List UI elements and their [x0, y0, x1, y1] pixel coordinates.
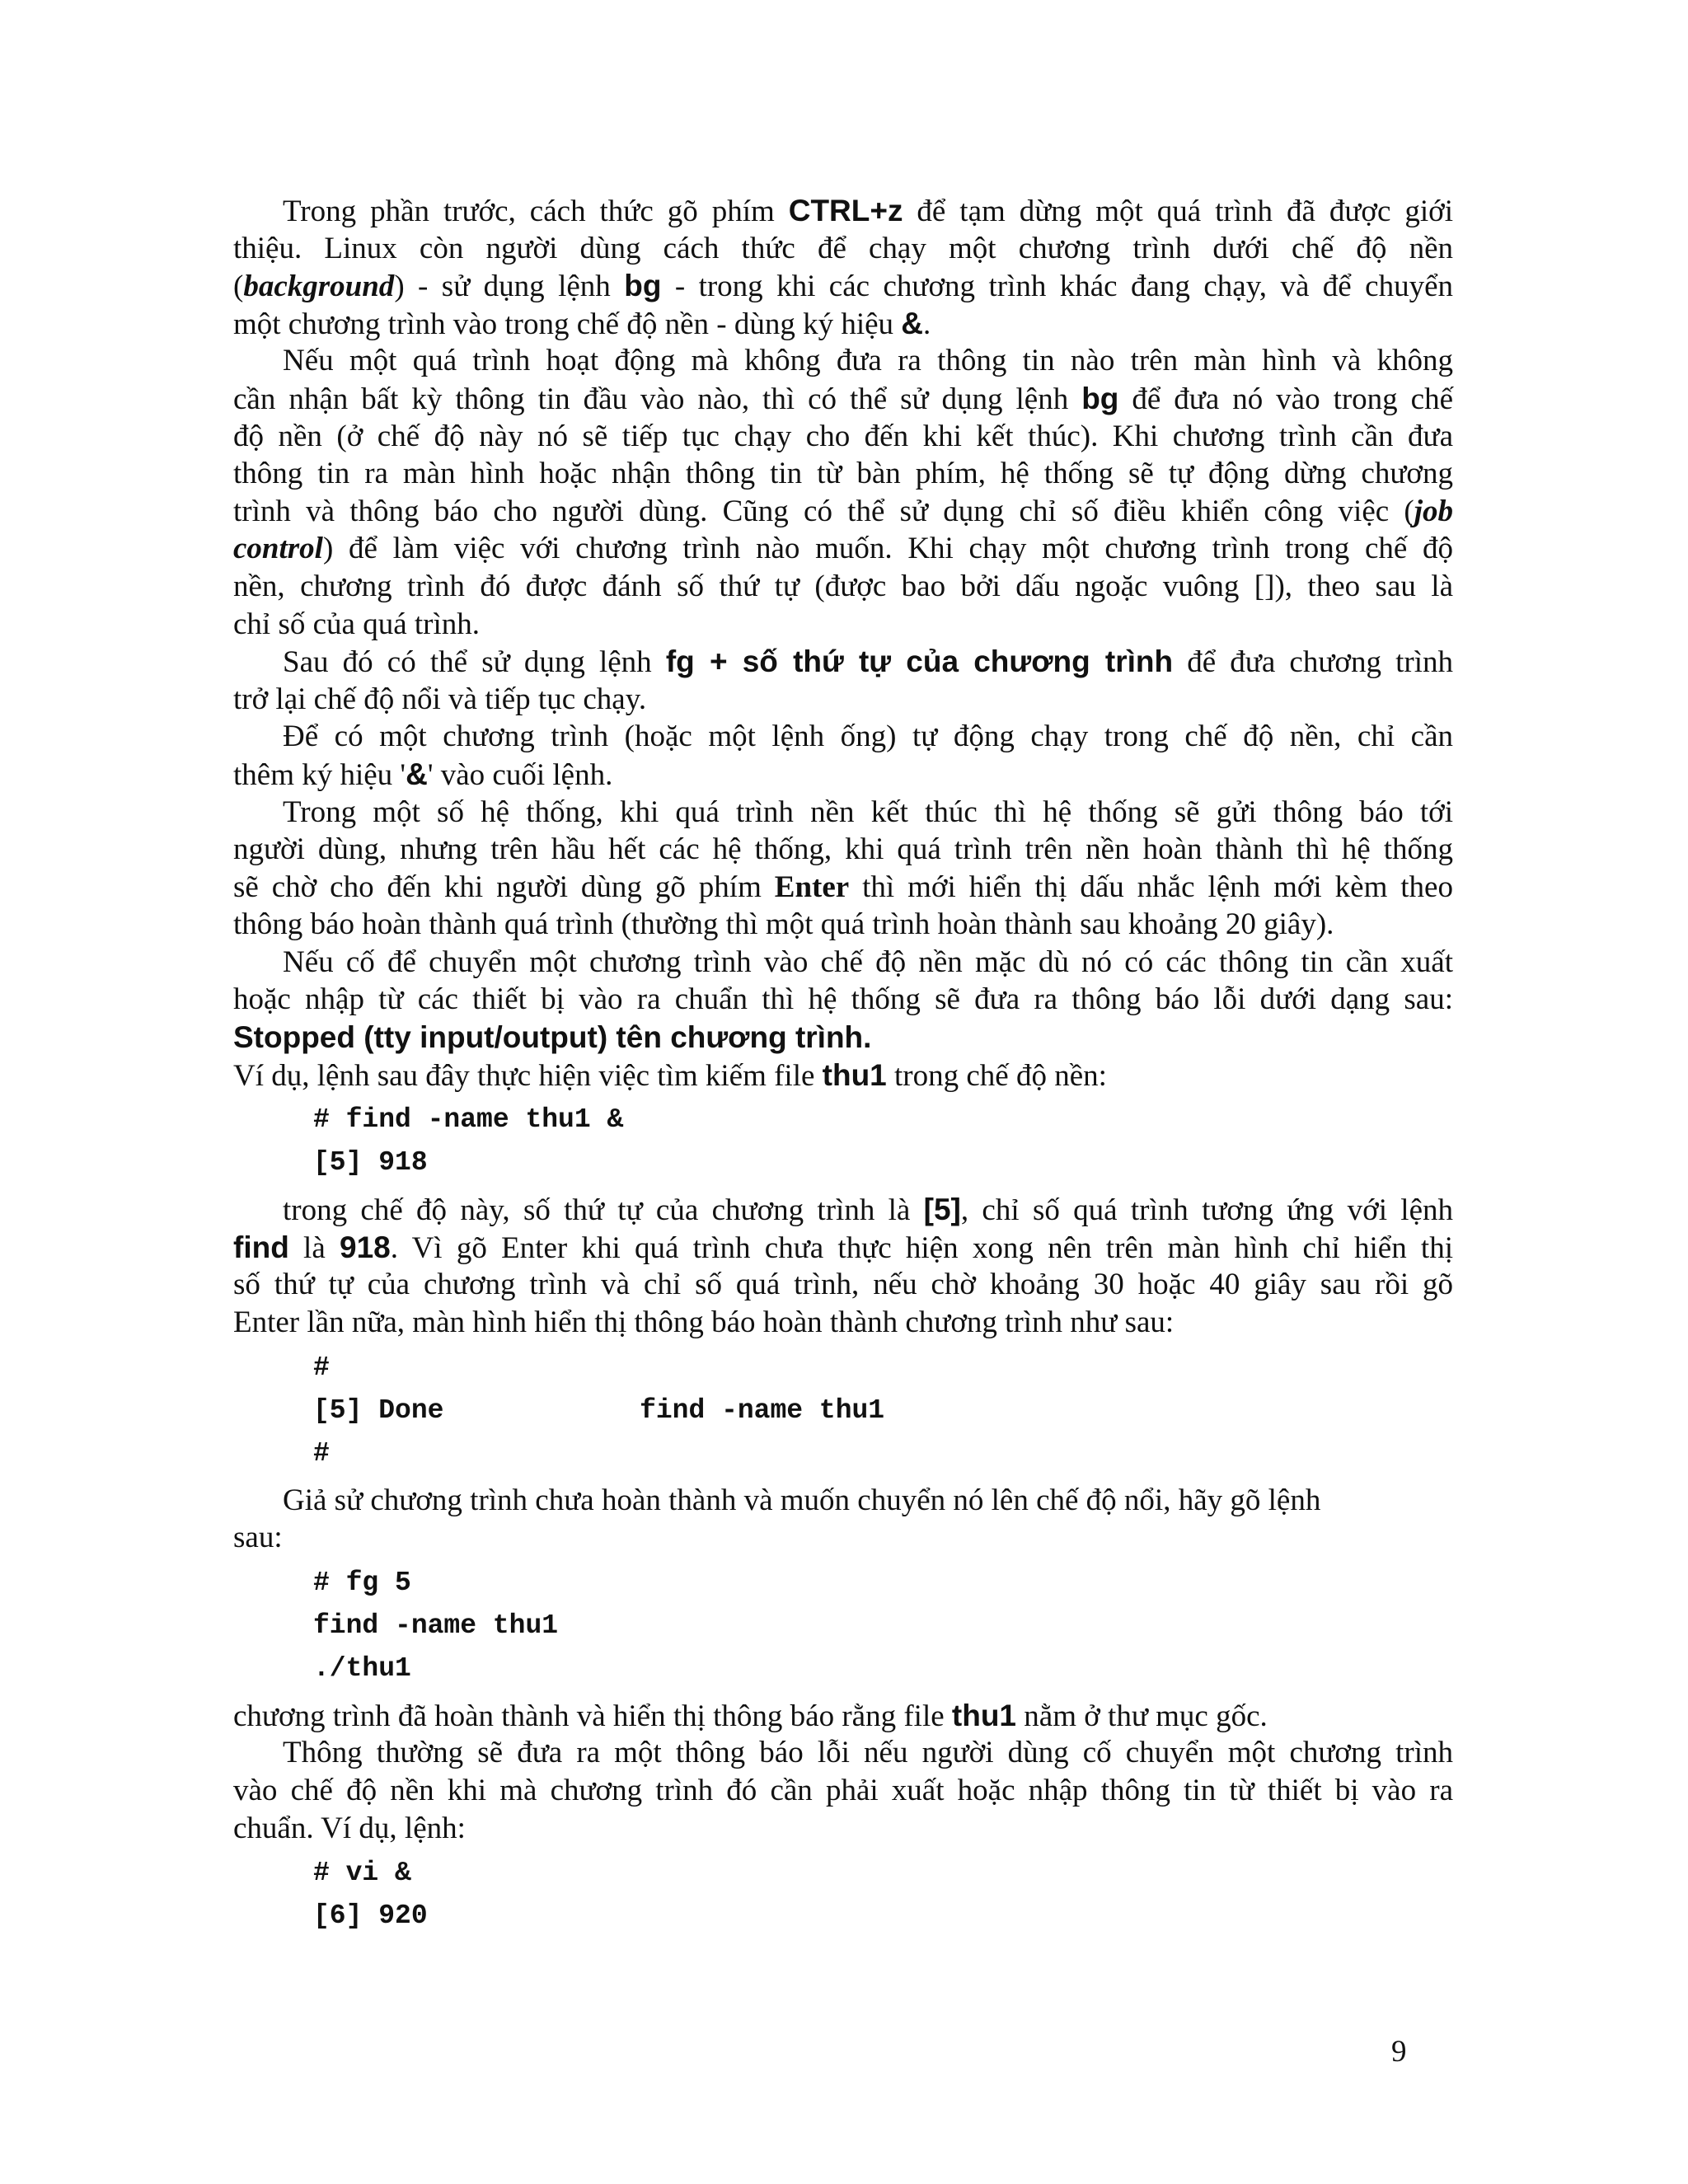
paragraph-line: trình và thông báo cho người dùng. Cũng có thể sử dụng chỉ số điều khiển công việc (job: [233, 494, 1453, 528]
paragraph-line: sau:: [233, 1521, 283, 1555]
paragraph-line: chuẩn. Ví dụ, lệnh:: [233, 1811, 466, 1845]
paragraph-line: Ví dụ, lệnh sau đây thực hiện việc tìm kiếm file thu1 trong chế độ nền:: [233, 1057, 1107, 1093]
paragraph-line: Thông thường sẽ đưa ra một thông báo lỗi nếu người dùng cố chuyển một chương trình: [283, 1736, 1453, 1770]
paragraph-line: Enter lần nữa, màn hình hiển thị thông báo hoàn thành chương trình như sau:: [233, 1305, 1175, 1340]
paragraph-line: thông tin ra màn hình hoặc nhận thông tin từ bàn phím, hệ thống sẽ tự động dừng chương: [233, 457, 1453, 491]
paragraph-line: Nếu một quá trình hoạt động mà không đưa ra thông tin nào trên màn hình và không: [283, 344, 1453, 378]
code-line: # vi &: [313, 1858, 411, 1889]
code-line: [6] 920: [313, 1900, 428, 1932]
paragraph-line: Để có một chương trình (hoặc một lệnh ống) tự động chạy trong chế độ nền, chỉ cần: [283, 719, 1453, 754]
paragraph-line: Nếu cố để chuyển một chương trình vào chế độ nền mặc dù nó có các thông tin cần xuất: [283, 944, 1453, 979]
paragraph-line: độ nền (ở chế độ này nó sẽ tiếp tục chạy cho đến khi kết thúc). Khi chương trình cần đưa: [233, 419, 1453, 453]
code-line: ./thu1: [313, 1652, 411, 1684]
paragraph-line: thông báo hoàn thành quá trình (thường thì một quá trình hoàn thành sau khoảng 20 giây).: [233, 907, 1334, 942]
code-line: # fg 5: [313, 1567, 411, 1598]
paragraph-line: một chương trình vào trong chế độ nền - dùng ký hiệu &.: [233, 306, 931, 341]
paragraph-line: thêm ký hiệu '&' vào cuối lệnh.: [233, 757, 613, 792]
page-number: 9: [1391, 2035, 1407, 2069]
paragraph-line: Sau đó có thể sử dụng lệnh fg + số thứ tự của chương trình để đưa chương trình: [283, 644, 1454, 680]
ctrl-z-keyword: CTRL+z: [788, 194, 903, 227]
paragraph-line: find là 918. Vì gõ Enter khi quá trình chưa thực hiện xong nên trên màn hình chỉ hiển thị: [233, 1230, 1453, 1265]
paragraph-line: thiệu. Linux còn người dùng cách thức để chạy một chương trình dưới chế độ nền: [233, 231, 1453, 265]
paragraph-line: nền, chương trình đó được đánh số thứ tự (được bao bởi dấu ngoặc vuông []), theo sau là: [233, 569, 1453, 603]
paragraph-line: (background) - sử dụng lệnh bg - trong khi các chương trình khác đang chạy, và để chuyển: [233, 269, 1453, 304]
paragraph-line: Trong một số hệ thống, khi quá trình nền kết thúc thì hệ thống sẽ gửi thông báo tới: [283, 794, 1453, 829]
paragraph-line: vào chế độ nền khi mà chương trình đó cần phải xuất hoặc nhập thông tin từ thiết bị vào ra: [233, 1774, 1453, 1807]
paragraph-line: Trong phần trước, cách thức gõ phím CTRL+z để tạm dừng một quá trình đã được giới: [283, 194, 1453, 228]
code-line: #: [313, 1437, 330, 1469]
paragraph-line: Giả sử chương trình chưa hoàn thành và muốn chuyển nó lên chế độ nổi, hãy gõ lệnh: [283, 1483, 1321, 1517]
paragraph-line: cần nhận bất kỳ thông tin đầu vào nào, thì có thể sử dụng lệnh bg để đưa nó vào trong chế: [233, 381, 1453, 416]
paragraph-line: control) để làm việc với chương trình nào muốn. Khi chạy một chương trình trong chế độ: [233, 532, 1453, 566]
paragraph-line: chương trình đã hoàn thành và hiển thị thông báo rằng file thu1 nằm ở thư mục gốc.: [233, 1698, 1268, 1733]
code-line: find -name thu1: [313, 1610, 559, 1641]
paragraph-line: trong chế độ này, số thứ tự của chương trình là [5], chỉ số quá trình tương ứng với lệnh: [283, 1193, 1453, 1228]
paragraph-line: chỉ số của quá trình.: [233, 607, 480, 641]
paragraph-line: hoặc nhập từ các thiết bị vào ra chuẩn thì hệ thống sẽ đưa ra thông báo lỗi dưới dạng sau:: [233, 982, 1453, 1017]
code-line: [5] Done find -name thu1: [313, 1394, 885, 1426]
paragraph-line: số thứ tự của chương trình và chỉ số quá trình, nếu chờ khoảng 30 hoặc 40 giây sau rồi gõ: [233, 1268, 1453, 1302]
code-line: #: [313, 1352, 330, 1383]
paragraph-line: sẽ chờ cho đến khi người dùng gõ phím Enter thì mới hiển thị dấu nhắc lệnh mới kèm theo: [233, 869, 1453, 904]
error-message-format: Stopped (tty input/output) tên chương trình.: [233, 1020, 872, 1055]
body-text: [233, 192, 1453, 1938]
code-line: # find -name thu1 &: [313, 1104, 624, 1136]
paragraph-line: trở lại chế độ nổi và tiếp tục chạy.: [233, 682, 647, 716]
paragraph-line: người dùng, nhưng trên hầu hết các hệ thống, khi quá trình trên nền hoàn thành thì hệ thống: [233, 832, 1453, 867]
code-line: [5] 918: [313, 1147, 428, 1179]
